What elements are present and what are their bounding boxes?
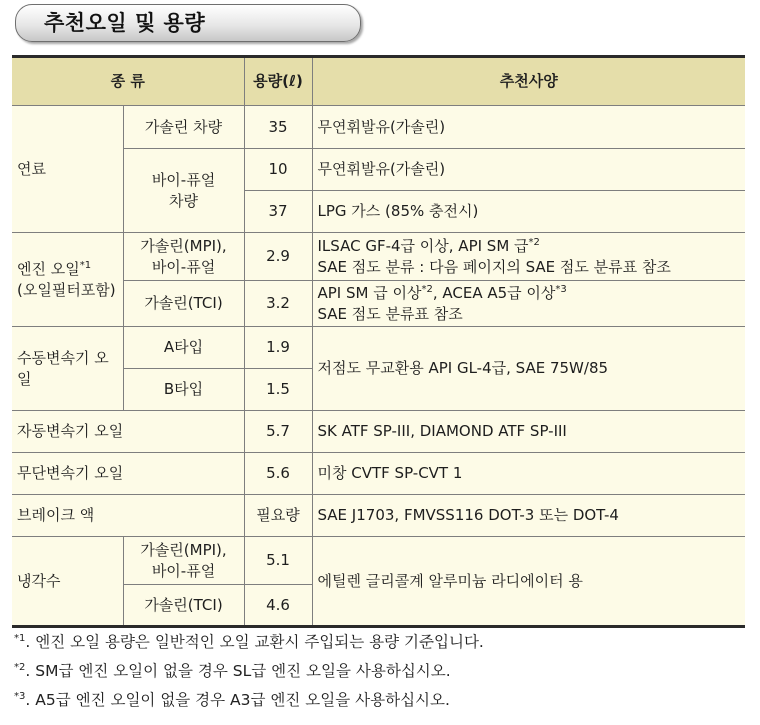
engine-oil-tci-spec-a: API SM 급 이상 [317,283,422,302]
auto-trans-spec: SK ATF SP-III, DIAMOND ATF SP-III [312,411,745,453]
engine-oil-mpi-line2: 바이-퓨얼 [151,257,216,276]
coolant-tci: 가솔린(TCI) [123,585,244,627]
section-title: 추천오일 및 용량 [44,11,206,35]
section-title-tab [15,4,361,42]
footnote-mark: *2 [528,236,540,248]
fuel-bifuel-line2: 차량 [169,191,198,210]
engine-oil-mpi [123,233,244,281]
cvt-capacity: 5.6 [244,453,312,495]
fuel-bifuel-gasoline-spec: 무연휘발유(가솔린) [312,149,745,191]
table-header-row [12,57,745,106]
fuel-bifuel-lpg-capacity: 37 [244,191,312,233]
header-type: 종 류 [12,57,244,106]
manual-trans-category: 수동변속기 오일 [12,327,123,411]
coolant-mpi-line1: 가솔린(MPI), [140,540,227,559]
fuel-bifuel-gasoline-capacity: 10 [244,149,312,191]
table-row [12,233,745,281]
oil-capacity-table [12,55,745,628]
auto-trans-category: 자동변속기 오일 [12,411,244,453]
fuel-bifuel-line1: 바이-퓨얼 [151,170,216,189]
engine-oil-tci-spec-b: , ACEA A5급 이상 [432,283,556,302]
table-row [12,411,745,453]
header-recommendation: 추천사양 [312,57,745,106]
footnotes [14,628,484,715]
fuel-category: 연료 [12,106,123,233]
engine-oil-tci-spec-line2: SAE 점도 분류표 참조 [317,304,463,323]
manual-trans-type-b: B타입 [123,369,244,411]
table-row [12,327,745,369]
fuel-bifuel-vehicle [123,149,244,233]
coolant-spec: 에틸렌 글리콜계 알루미늄 라디에이터 용 [312,537,745,627]
table-row [12,453,745,495]
engine-oil-category-line2: (오일필터포함) [17,280,116,299]
brake-spec: SAE J1703, FMVSS116 DOT-3 또는 DOT-4 [312,495,745,537]
fuel-gasoline-capacity: 35 [244,106,312,149]
footnote-mark: *1 [14,632,26,644]
engine-oil-mpi-spec-line2: SAE 점도 분류 : 다음 페이지의 SAE 점도 분류표 참조 [317,257,671,276]
footnote-text: . SM급 엔진 오일이 없을 경우 SL급 엔진 오일을 사용하십시오. [25,662,451,680]
footnote-mark: *2 [14,661,26,673]
coolant-mpi-line2: 바이-퓨얼 [151,561,216,580]
footnote-text: . 엔진 오일 용량은 일반적인 오일 교환시 주입되는 용량 기준입니다. [25,633,484,651]
engine-oil-category-line1: 엔진 오일 [17,259,80,278]
fuel-gasoline-spec: 무연휘발유(가솔린) [312,106,745,149]
fuel-gasoline-vehicle: 가솔린 차량 [123,106,244,149]
footnote-text: . A5급 엔진 오일이 없을 경우 A3급 엔진 오일을 사용하십시오. [25,691,450,709]
footnote-mark: *2 [421,283,433,295]
brake-category: 브레이크 액 [12,495,244,537]
coolant-tci-capacity: 4.6 [244,585,312,627]
cvt-spec: 미창 CVTF SP-CVT 1 [312,453,745,495]
engine-oil-mpi-capacity: 2.9 [244,233,312,281]
table-row [12,537,745,585]
footnote-1 [14,628,484,657]
auto-trans-capacity: 5.7 [244,411,312,453]
manual-trans-spec: 저점도 무교환용 API GL-4급, SAE 75W/85 [312,327,745,411]
engine-oil-tci: 가솔린(TCI) [123,281,244,327]
manual-trans-type-a: A타입 [123,327,244,369]
footnote-mark: *3 [555,283,567,295]
coolant-category: 냉각수 [12,537,123,627]
engine-oil-tci-spec [312,281,745,327]
engine-oil-mpi-spec [312,233,745,281]
table-row [12,495,745,537]
coolant-mpi-capacity: 5.1 [244,537,312,585]
brake-capacity: 필요량 [244,495,312,537]
engine-oil-category [12,233,123,327]
fuel-bifuel-lpg-spec: LPG 가스 (85% 충전시) [312,191,745,233]
cvt-category: 무단변속기 오일 [12,453,244,495]
footnote-mark: *3 [14,690,26,702]
engine-oil-mpi-line1: 가솔린(MPI), [140,236,227,255]
footnote-2 [14,657,484,686]
footnote-3 [14,686,484,715]
engine-oil-tci-capacity: 3.2 [244,281,312,327]
footnote-mark: *1 [79,259,92,271]
manual-trans-type-a-capacity: 1.9 [244,327,312,369]
engine-oil-mpi-spec-line1: ILSAC GF-4급 이상, API SM 급 [317,236,529,255]
coolant-mpi [123,537,244,585]
header-capacity: 용량(ℓ) [244,57,312,106]
table-row [12,106,745,149]
manual-trans-type-b-capacity: 1.5 [244,369,312,411]
